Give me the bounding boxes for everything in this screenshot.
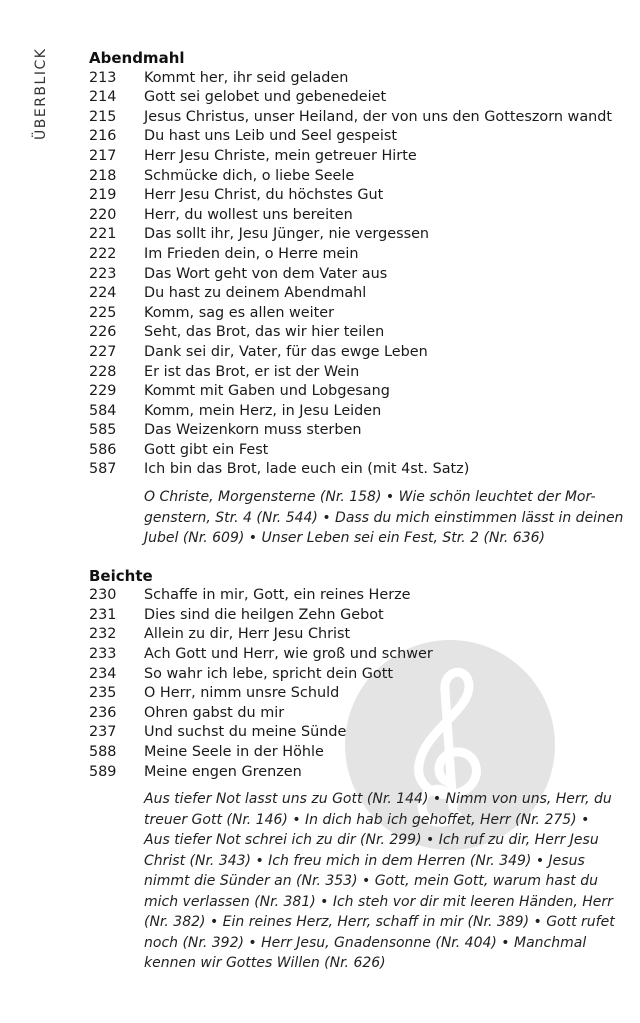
hymn-number: 218	[89, 167, 117, 184]
hymn-number: 215	[89, 108, 117, 125]
hymn-title: Das Weizenkorn muss sterben	[144, 422, 362, 439]
hymn-row	[89, 186, 619, 206]
hymn-number: 227	[89, 343, 117, 360]
hymn-title: Gott gibt ein Fest	[144, 441, 269, 458]
hymn-number: 226	[89, 324, 117, 341]
hymn-title: Allein zu dir, Herr Jesu Christ	[144, 626, 351, 643]
hymn-row	[89, 625, 619, 645]
hymn-number: 229	[89, 383, 117, 400]
hymn-row	[89, 743, 619, 763]
hymn-title: Ach Gott und Herr, wie groß und schwer	[144, 645, 433, 662]
hymn-number: 232	[89, 626, 117, 643]
hymn-row	[89, 586, 619, 606]
note-line: noch (Nr. 392) • Herr Jesu, Gnadensonne (Nr. 404) • Manchmal	[144, 934, 587, 951]
hymn-number: 588	[89, 743, 117, 760]
section-title: Abendmahl	[89, 49, 185, 67]
hymn-number: 230	[89, 587, 117, 604]
hymn-title: Schmücke dich, o liebe Seele	[144, 167, 355, 184]
hymn-row	[89, 108, 619, 128]
hymn-title: Das sollt ihr, Jesu Jünger, nie vergessen	[144, 226, 430, 243]
hymn-row	[89, 421, 619, 441]
note-line: nimmt die Sünder an (Nr. 353) • Gott, mein Gott, warum hast du	[144, 873, 598, 890]
hymn-row	[89, 147, 619, 167]
hymn-title: Dies sind die heilgen Zehn Gebot	[144, 606, 384, 623]
hymn-row	[89, 763, 619, 783]
hymn-number: 220	[89, 206, 117, 223]
hymn-number: 231	[89, 606, 117, 623]
hymn-number: 222	[89, 245, 117, 262]
hymn-number: 233	[89, 645, 117, 662]
hymn-title: Kommt her, ihr seid geladen	[144, 69, 349, 86]
hymn-row	[89, 704, 619, 724]
hymn-row	[89, 382, 619, 402]
hymn-row	[89, 363, 619, 383]
hymn-list	[89, 586, 619, 782]
hymn-row	[89, 645, 619, 665]
hymn-row	[89, 225, 619, 245]
hymn-row	[89, 245, 619, 265]
hymn-row	[89, 402, 619, 422]
hymn-title: Herr Jesu Christe, mein getreuer Hirte	[144, 147, 417, 164]
hymn-overview	[89, 49, 624, 992]
hymn-title: Kommt mit Gaben und Lobgesang	[144, 383, 390, 400]
hymn-number: 236	[89, 704, 117, 721]
side-label: ÜBERBLICK	[33, 47, 49, 140]
section-beichte	[89, 567, 619, 974]
note-line: treuer Gott (Nr. 146) • In dich hab ich gehoffet, Herr (Nr. 275) •	[144, 811, 590, 828]
hymn-number: 223	[89, 265, 117, 282]
note-line: kennen wir Gottes Willen (Nr. 626)	[144, 955, 386, 972]
hymn-title: Das Wort geht von dem Vater aus	[144, 265, 388, 282]
note-line: (Nr. 382) • Ein reines Herz, Herr, schaff in mir (Nr. 389) • Gott rufet	[144, 914, 615, 931]
hymn-row	[89, 69, 619, 89]
hymn-number: 217	[89, 147, 117, 164]
note-line: Christ (Nr. 343) • Ich freu mich in dem Herren (Nr. 349) • Jesus	[144, 852, 585, 869]
hymn-title: So wahr ich lebe, spricht dein Gott	[144, 665, 394, 682]
hymn-number: 234	[89, 665, 117, 682]
hymn-number: 584	[89, 402, 117, 419]
hymn-title: Komm, mein Herz, in Jesu Leiden	[144, 402, 382, 419]
note-line: Aus tiefer Not lasst uns zu Gott (Nr. 144) • Nimm von uns, Herr, du	[144, 791, 612, 808]
cross-reference-note	[144, 487, 624, 549]
hymn-number: 216	[89, 128, 117, 145]
hymn-number: 213	[89, 69, 117, 86]
section-abendmahl	[89, 49, 624, 549]
hymn-number: 237	[89, 724, 117, 741]
hymn-number: 221	[89, 226, 117, 243]
hymn-row	[89, 684, 619, 704]
cross-reference-note	[144, 789, 614, 974]
hymn-row	[89, 88, 619, 108]
hymn-row	[89, 665, 619, 685]
hymn-title: Ich bin das Brot, lade euch ein (mit 4st. Satz)	[144, 461, 470, 478]
hymn-title: Ohren gabst du mir	[144, 704, 285, 721]
hymn-title: Herr Jesu Christ, du höchstes Gut	[144, 187, 384, 204]
hymn-title: Du hast uns Leib und Seel gespeist	[144, 128, 398, 145]
hymn-number: 586	[89, 441, 117, 458]
hymn-number: 587	[89, 461, 117, 478]
hymn-row	[89, 723, 619, 743]
hymn-row	[89, 265, 619, 285]
hymn-title: Meine Seele in der Höhle	[144, 743, 324, 760]
hymn-number: 225	[89, 304, 117, 321]
note-line: genstern, Str. 4 (Nr. 544) • Dass du mich einstimmen lässt in deinen	[144, 509, 624, 526]
hymn-number: 219	[89, 187, 117, 204]
section-title: Beichte	[89, 566, 153, 585]
hymn-title: Gott sei gelobet und gebenedeiet	[144, 89, 387, 106]
hymn-title: Er ist das Brot, er ist der Wein	[144, 363, 360, 380]
hymn-title: O Herr, nimm unsre Schuld	[144, 685, 340, 702]
hymn-row	[89, 167, 619, 187]
hymn-title: Schaffe in mir, Gott, ein reines Herze	[144, 587, 411, 604]
hymn-row	[89, 127, 619, 147]
note-line: Aus tiefer Not schrei ich zu dir (Nr. 299) • Ich ruf zu dir, Herr Jesu	[144, 832, 599, 849]
hymn-title: Meine engen Grenzen	[144, 763, 302, 780]
hymn-title: Jesus Christus, unser Heiland, der von uns den Gotteszorn wandt	[144, 108, 613, 125]
hymn-row	[89, 304, 619, 324]
hymn-row	[89, 460, 619, 480]
hymn-title: Du hast zu deinem Abendmahl	[144, 285, 367, 302]
hymn-number: 585	[89, 422, 117, 439]
hymn-title: Komm, sag es allen weiter	[144, 304, 335, 321]
hymn-row	[89, 284, 619, 304]
hymn-row	[89, 323, 619, 343]
hymn-title: Und suchst du meine Sünde	[144, 724, 347, 741]
hymn-number: 224	[89, 285, 117, 302]
hymn-row	[89, 441, 619, 461]
hymn-title: Seht, das Brot, das wir hier teilen	[144, 324, 385, 341]
hymn-title: Im Frieden dein, o Herre mein	[144, 245, 359, 262]
hymn-list	[89, 69, 619, 480]
note-line: Jubel (Nr. 609) • Unser Leben sei ein Fest, Str. 2 (Nr. 636)	[144, 530, 545, 547]
note-line: O Christe, Morgensterne (Nr. 158) • Wie schön leuchtet der Mor-	[144, 489, 596, 506]
note-line: mich verlassen (Nr. 381) • Ich steh vor dir mit leeren Händen, Herr	[144, 893, 613, 910]
hymn-title: Herr, du wollest uns bereiten	[144, 206, 353, 223]
hymn-number: 214	[89, 89, 117, 106]
hymn-number: 589	[89, 763, 117, 780]
hymn-row	[89, 206, 619, 226]
hymn-row	[89, 343, 619, 363]
hymn-title: Dank sei dir, Vater, für das ewge Leben	[144, 343, 428, 360]
hymn-number: 228	[89, 363, 117, 380]
hymn-number: 235	[89, 685, 117, 702]
hymn-row	[89, 606, 619, 626]
